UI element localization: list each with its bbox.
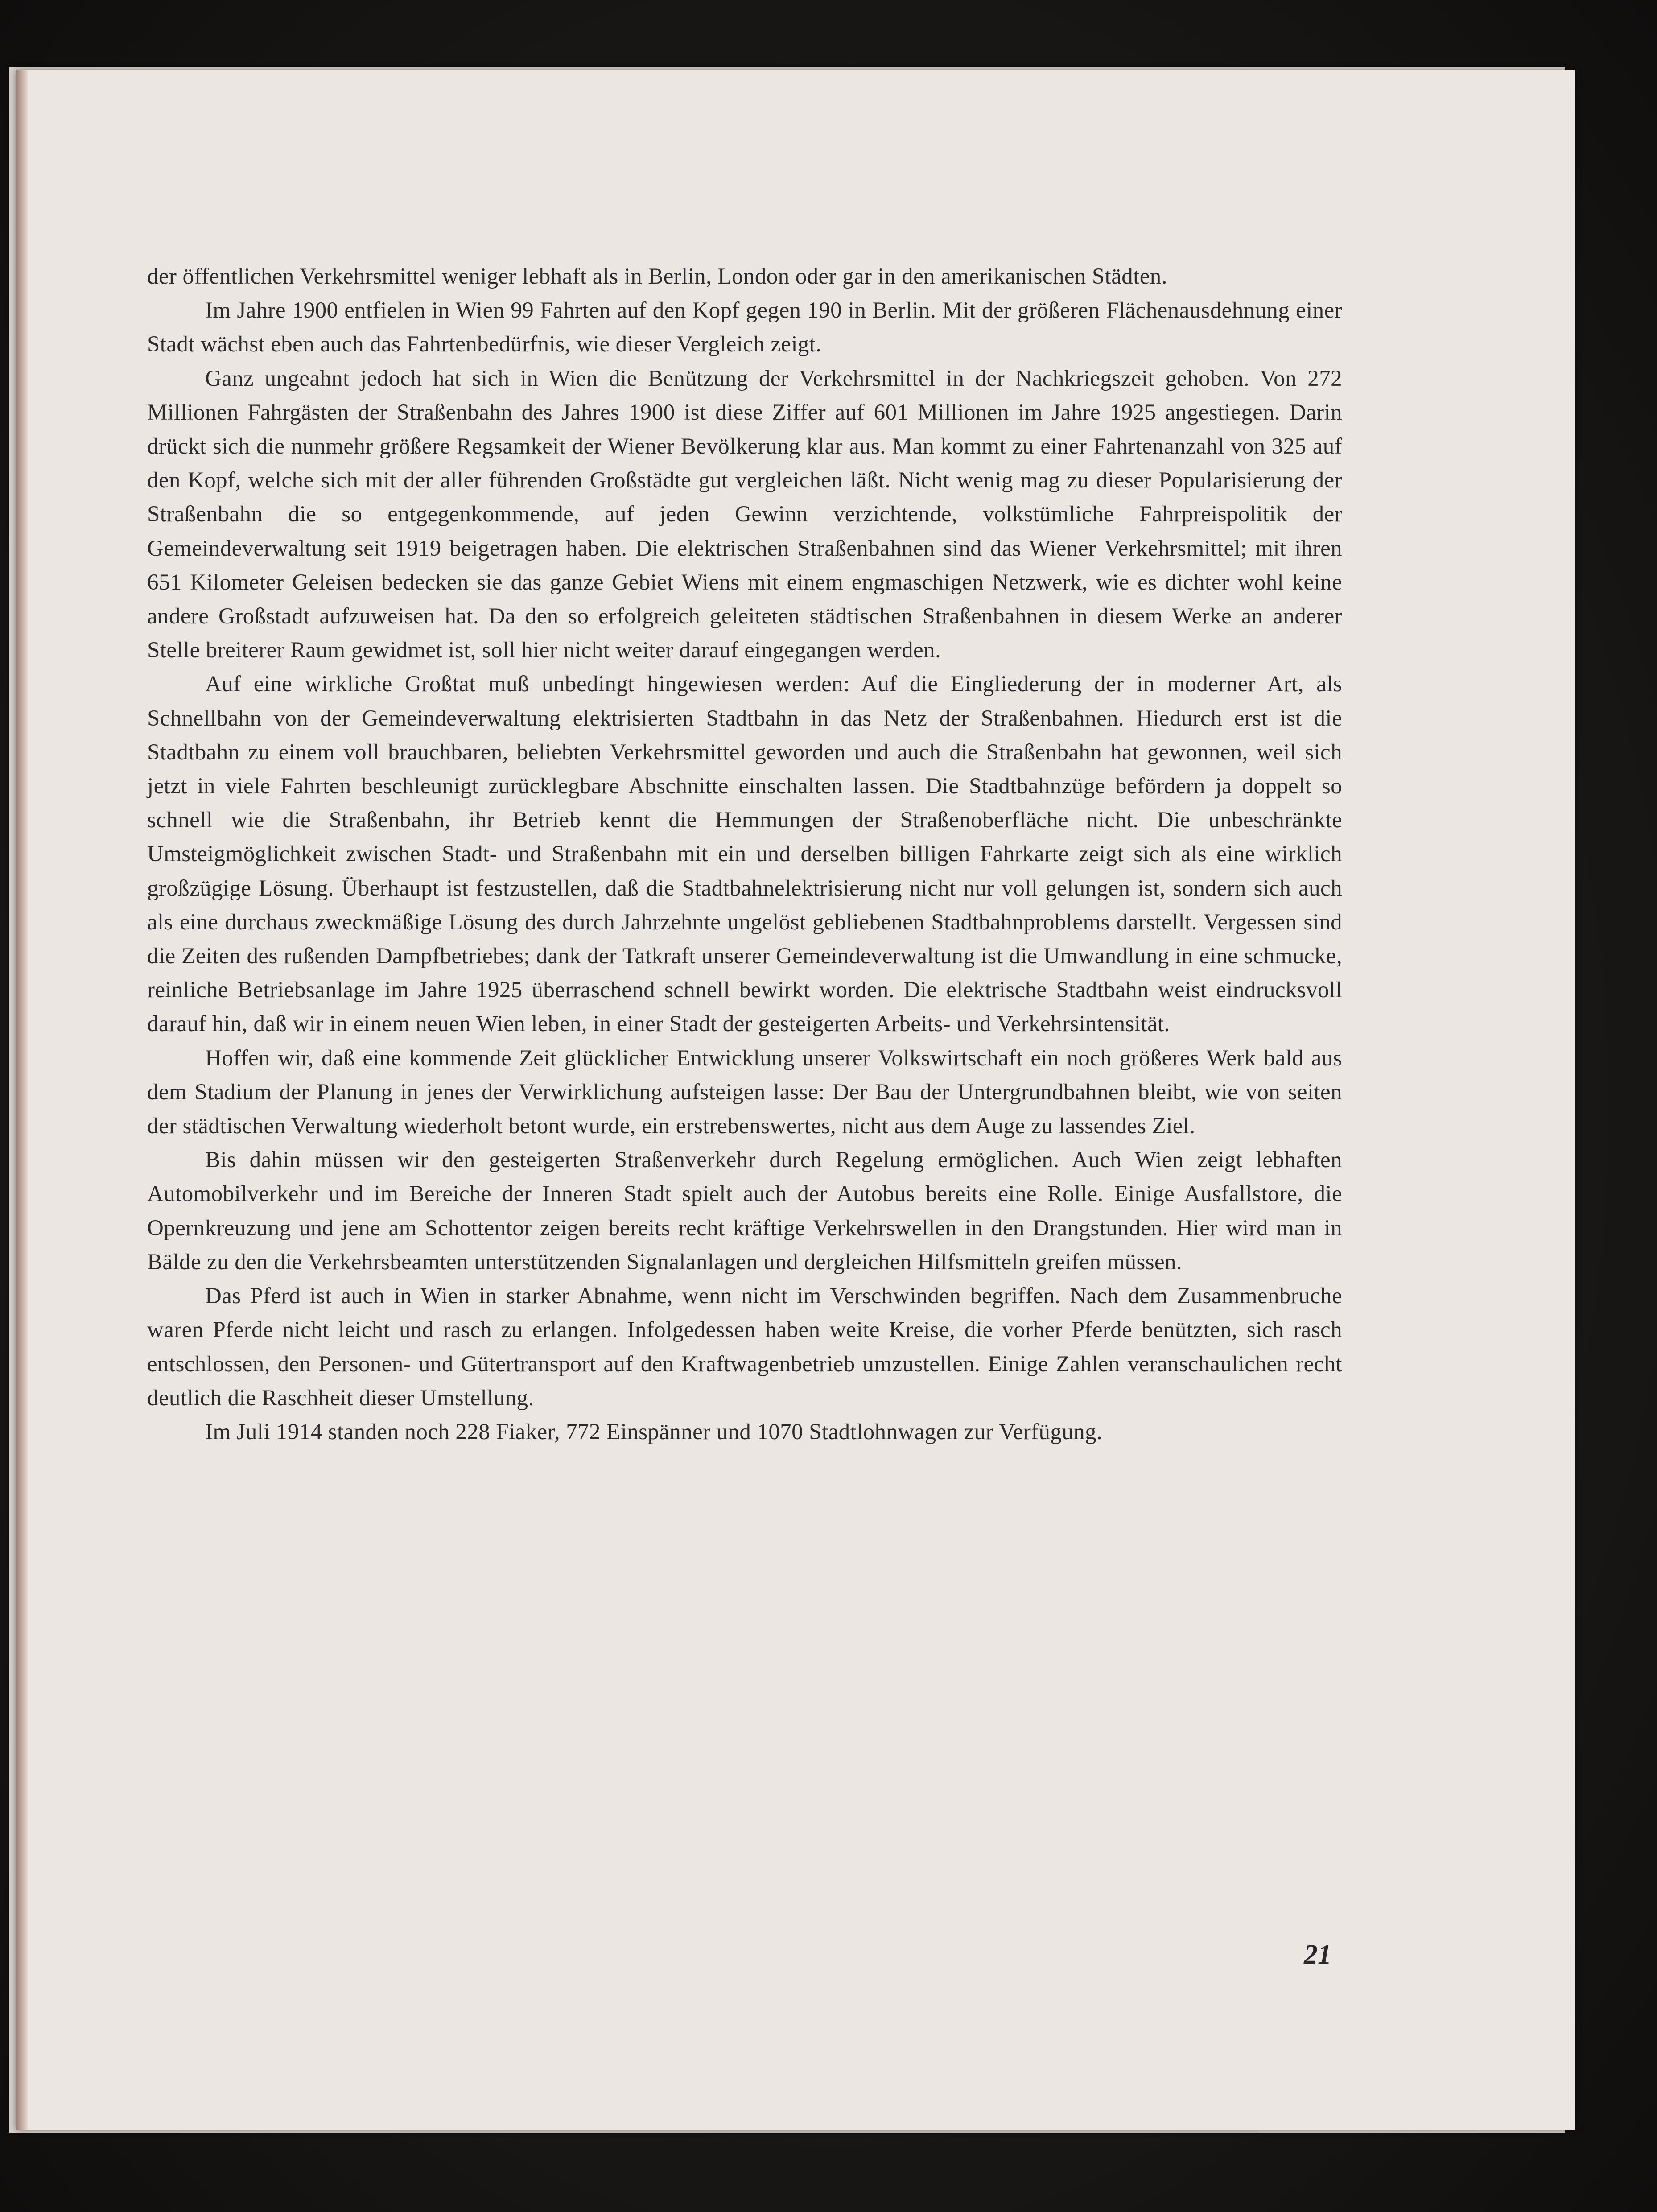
page-spine [16,70,28,2130]
book-page [16,70,1575,2130]
body-text [147,260,1342,1449]
paragraph-5: Hoffen wir, daß eine kommende Zeit glücklicher Entwicklung unserer Volkswirtschaft ein noch größeres Werk bald aus dem Stadium der Planung in jenes der Verwirklichung aufsteigen lasse: Der Bau der Untergrundbahnen bleibt, wie von seiten der städtischen Verwaltung wiederholt betont wurde, ein erstrebenswertes, nicht aus dem Auge zu lassendes Ziel. [147,1045,1342,1139]
paragraph-1: der öffentlichen Verkehrsmittel weniger lebhaft als in Berlin, London oder gar in den amerikanischen Städten. [147,264,1167,289]
paragraph-8: Im Juli 1914 standen noch 228 Fiaker, 772 Einspänner und 1070 Stadtlohnwagen zur Verfügung. [205,1419,1103,1444]
paragraph-7: Das Pferd ist auch in Wien in starker Abnahme, wenn nicht im Verschwinden begriffen. Nach dem Zusammenbruche waren Pferde nicht leicht und rasch zu erlangen. Infolgedessen haben weite Kreise, die vorher Pferde benützten, sich rasch entschlossen, den Personen- und Gütertransport auf den Kraftwagenbetrieb umzustellen. Einige Zahlen veranschaulichen recht deutlich die Raschheit dieser Umstellung. [147,1283,1342,1411]
paragraph-4: Auf eine wirkliche Großtat muß unbedingt hingewiesen werden: Auf die Eingliederung der in moderner Art, als Schnellbahn von der Gemeindeverwaltung elektrisierten Stadtbahn in das Netz der Straßenbahnen. Hiedurch erst ist die Stadtbahn zu einem voll brauchbaren, beliebten Verkehrsmittel geworden und auch die Straßenbahn hat gewonnen, weil sich jetzt in viele Fahrten beschleunigt zurücklegbare Abschnitte einschalten lassen. Die Stadtbahnzüge befördern ja doppelt so schnell wie die Straßenbahn, ihr Betrieb kennt die Hemmungen der Straßenoberfläche nicht. Die unbeschränkte Umsteigmöglichkeit zwischen Stadt- und Straßenbahn mit ein und derselben billigen Fahrkarte zeigt sich als eine wirklich großzügige Lösung. Überhaupt ist festzustellen, daß die Stadtbahnelektrisierung nicht nur voll gelungen ist, sondern sich auch als eine durchaus zweckmäßige Lösung des durch Jahrzehnte ungelöst gebliebenen Stadtbahnproblems darstellt. Vergessen sind die Zeiten des rußenden Dampfbetriebes; dank der Tatkraft unserer Gemeindeverwaltung ist die Umwandlung in eine schmucke, reinliche Betriebsanlage im Jahre 1925 überraschend schnell bewirkt worden. Die elektrische Stadtbahn weist eindrucksvoll darauf hin, daß wir in einem neuen Wien leben, in einer Stadt der gesteigerten Arbeits- und Verkehrsintensität. [147,672,1342,1037]
paragraph-2: Im Jahre 1900 entfielen in Wien 99 Fahrten auf den Kopf gegen 190 in Berlin. Mit der größeren Flächenausdehnung einer Stadt wächst eben auch das Fahrtenbedürfnis, wie dieser Vergleich zeigt. [147,298,1342,357]
page-number: 21 [1304,1940,1331,1970]
paragraph-3: Ganz ungeahnt jedoch hat sich in Wien die Benützung der Verkehrsmittel in der Nachkriegszeit gehoben. Von 272 Millionen Fahrgästen der Straßenbahn des Jahres 1900 ist diese Ziffer auf 601 Millionen im Jahre 1925 angestiegen. Darin drückt sich die nunmehr größere Regsamkeit der Wiener Bevölkerung klar aus. Man kommt zu einer Fahrtenanzahl von 325 auf den Kopf, welche sich mit der aller führenden Großstädte gut vergleichen läßt. Nicht wenig mag zu dieser Popularisierung der Straßenbahn die so entgegenkommende, auf jeden Gewinn verzichtende, volkstümliche Fahrpreispolitik der Gemeindeverwaltung seit 1919 beigetragen haben. Die elektrischen Straßenbahnen sind das Wiener Verkehrsmittel; mit ihren 651 Kilometer Geleisen bedecken sie das ganze Gebiet Wiens mit einem engmaschigen Netzwerk, wie es dichter wohl keine andere Großstadt aufzuweisen hat. Da den so erfolgreich geleiteten städtischen Straßenbahnen in diesem Werke an anderer Stelle breiterer Raum gewidmet ist, soll hier nicht weiter darauf eingegangen werden. [147,366,1342,663]
paragraph-6: Bis dahin müssen wir den gesteigerten Straßenverkehr durch Regelung ermöglichen. Auch Wien zeigt lebhaften Automobilverkehr und im Bereiche der Inneren Stadt spielt auch der Autobus bereits eine Rolle. Einige Ausfallstore, die Opernkreuzung und jene am Schottentor zeigen bereits recht kräftige Verkehrswellen in den Drangstunden. Hier wird man in Bälde zu den die Verkehrsbeamten unterstützenden Signalanlagen und dergleichen Hilfsmitteln greifen müssen. [147,1147,1342,1275]
